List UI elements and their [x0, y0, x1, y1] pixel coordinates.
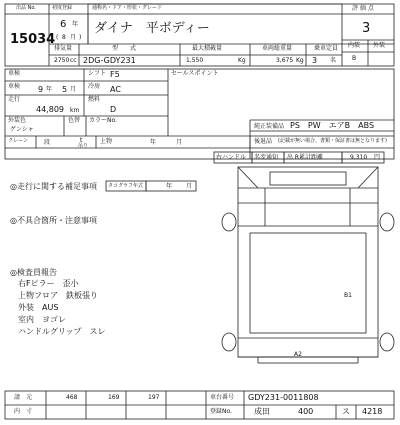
- km-unit: km: [70, 107, 80, 114]
- remark-line: 室内 ヨゴレ: [18, 315, 66, 324]
- equipment-value: PS PW エアB ABS: [290, 121, 375, 130]
- truck-diagram: [222, 167, 394, 363]
- reg-number: 4218: [362, 407, 383, 416]
- equipment-label: 純正装備品: [254, 123, 285, 130]
- remark-line: ハンドルグリップ スレ: [18, 327, 106, 336]
- inspection-label: 車検: [8, 70, 21, 77]
- request-value-1: 468: [66, 394, 78, 401]
- displacement-value: 2750: [54, 57, 70, 64]
- upper-label: 上物: [100, 138, 113, 145]
- capacity-value: 3: [312, 56, 318, 65]
- crane-label: クレーン: [8, 138, 28, 144]
- mileage-label: 走行: [8, 96, 21, 103]
- exterior-label: 外装: [373, 42, 386, 49]
- lot-number: 15034: [10, 32, 56, 47]
- eval-label: 評 価 点: [352, 5, 374, 12]
- crane-stage: 段: [44, 139, 51, 146]
- history-year-unit: 年: [46, 86, 53, 93]
- defect-title: ◎不具合箇所・注意事項: [10, 216, 97, 225]
- kg-unit: Kg: [238, 57, 246, 64]
- history-year: 9: [38, 85, 44, 94]
- shift-value: F5: [110, 70, 120, 79]
- first-reg-label: 初度登録: [52, 5, 73, 11]
- history-month: 5: [62, 85, 68, 94]
- chassis-number: GDY231-0011808: [248, 393, 319, 402]
- kg-unit-2: Kg: [296, 57, 304, 64]
- usage-label: 外装色: [8, 117, 27, 124]
- eval-score: 3: [362, 21, 371, 36]
- steering-value: 右ハンドル: [216, 154, 247, 161]
- reg-month-unit: 月: [70, 34, 77, 41]
- person-unit: 名: [330, 57, 337, 64]
- model-value: 2DG-GDY231: [83, 56, 136, 65]
- capacity-label: 乗車定員: [314, 45, 339, 52]
- crane-suspend: 吊り: [78, 143, 89, 149]
- reg-kana: ス: [342, 407, 350, 416]
- remark-line: 上物フロア 鉄板張り: [18, 291, 98, 300]
- displacement-label: 排気量: [54, 45, 73, 52]
- chassis-label: 車台番号: [210, 394, 235, 401]
- reg-place: 成田: [254, 407, 270, 416]
- shift-label: シフト: [88, 70, 107, 77]
- ac-label: 冷房: [88, 83, 101, 90]
- warranty-label: 出 R累計距離: [287, 154, 324, 161]
- inspector-title: ◎検査員報告: [10, 268, 57, 277]
- history-month-unit: 月: [70, 86, 77, 93]
- tacho-month: 月: [186, 183, 193, 190]
- max-load-value: 1,550: [186, 57, 204, 64]
- upper-month: 月: [176, 139, 183, 146]
- damage-mark-a2: A2: [294, 351, 302, 358]
- crane-hook: t: [80, 137, 83, 144]
- car-name: ダイナ 平ボディー: [94, 21, 210, 36]
- color-label: 色替: [68, 117, 81, 124]
- warranty-value: 9,310: [350, 154, 368, 161]
- ac-value: AC: [110, 85, 121, 94]
- model-label: 型 式: [112, 45, 137, 52]
- name-change-label: 名変通知: [254, 154, 279, 161]
- interior-size-label: 内 寸: [14, 408, 33, 415]
- usage-value: ゲンシャ: [10, 126, 34, 133]
- after-label: 後退品: [254, 138, 273, 145]
- interior-grade: B: [352, 55, 357, 62]
- after-note: (記載が無い場合、書類・保証書は無となります): [278, 138, 387, 144]
- reg-class: 400: [298, 407, 314, 416]
- reg-no-label: 登録No.: [210, 408, 232, 415]
- warranty-unit: 円: [374, 154, 381, 161]
- fuel-value: D: [110, 105, 117, 114]
- repair-title: ◎走行に関する補足事項: [10, 182, 97, 191]
- reg-year: 6: [60, 19, 67, 30]
- lot-label: 出品 No.: [16, 5, 36, 11]
- reg-year-unit: 年: [72, 21, 79, 28]
- request-value-3: 197: [148, 394, 160, 401]
- cc-unit: cc: [70, 57, 77, 64]
- fuel-label: 燃料: [88, 96, 101, 103]
- damage-mark-b1: B1: [344, 292, 352, 299]
- request-label: 請 元: [14, 394, 33, 401]
- remark-line: 外装 AUS: [18, 303, 59, 312]
- total-weight-label: 車両総重量: [262, 45, 293, 52]
- tacho-label: タコグラフ年式: [108, 183, 144, 189]
- request-value-2: 169: [108, 394, 120, 401]
- sales-point-label: セールスポイント: [171, 70, 219, 77]
- history-label: 車検: [8, 83, 21, 90]
- total-weight-value: 3,675: [276, 57, 294, 64]
- reg-month: 8: [62, 34, 66, 41]
- remark-line: 右Fピラー 歪小: [18, 279, 79, 288]
- mileage-value: 44,809: [36, 105, 64, 114]
- upper-year: 年: [150, 139, 157, 146]
- max-load-label: 最大積載量: [192, 45, 223, 52]
- color-no-label: カラーNo.: [89, 117, 117, 124]
- interior-label: 内装: [348, 42, 361, 49]
- tacho-year: 年: [166, 183, 173, 190]
- body-label: 通称名・ドア・形状・グレード: [92, 5, 162, 11]
